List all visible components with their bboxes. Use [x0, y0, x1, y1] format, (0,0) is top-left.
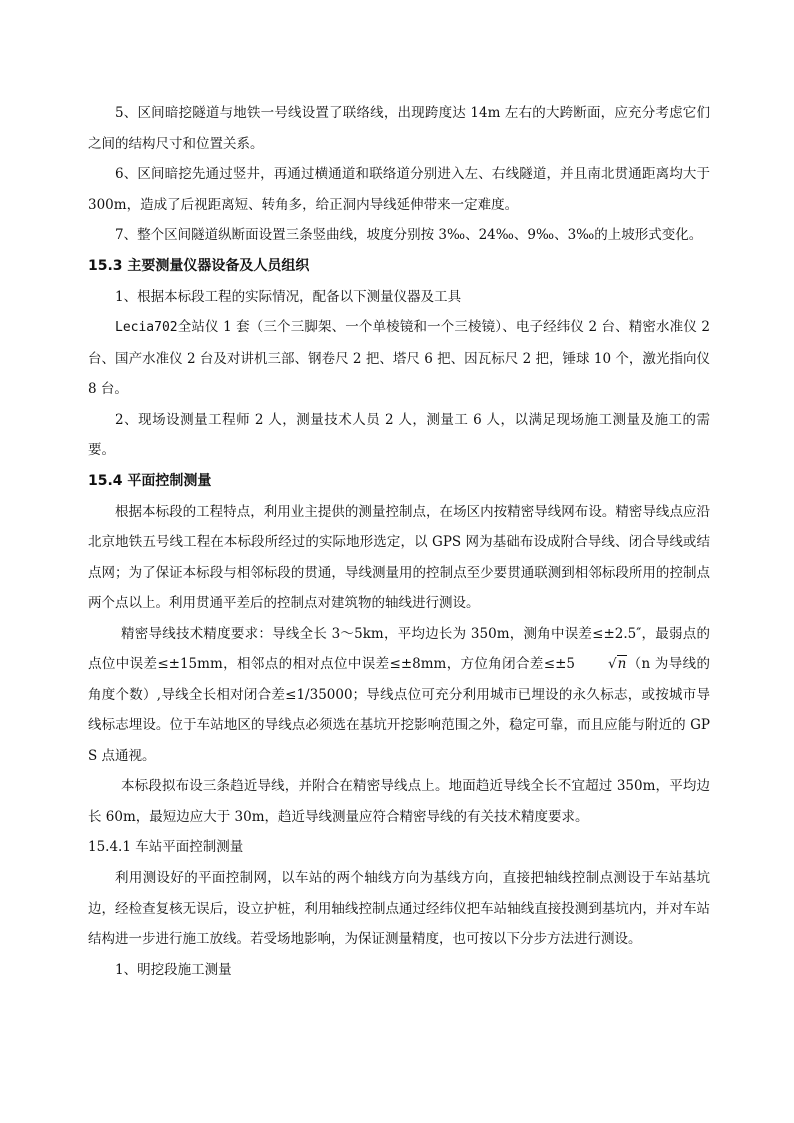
equipment-intro: 1、根据本标段工程的实际情况，配备以下测量仪器及工具: [115, 288, 462, 305]
paragraph-item-7: 7、整个区间隧道纵断面设置三条竖曲线，坡度分别按 3‰、24‰、9‰、3‰的上坡形式变化。: [115, 227, 703, 243]
paragraph-item-5: 5、区间暗挖隧道与地铁一号线设置了联络线，出现跨度达 14m 左右的大跨断面，应充分考虑它们之间的结构尺寸和位置关系。: [88, 105, 710, 152]
control-survey-paragraph: 根据本标段的工程特点，利用业主提供的测量控制点，在场区内按精密导线网布设。精密导线点应沿北京地铁五号线工程在本标段所经过的实际地形选定，以 GPS 网为基础布设成附合导线、闭合导线或结点网；为了保证本标段与相邻标段的贯通，导线测量用的控制点至少要贯通联测到相邻标段所用的控制点两个点以上。利用贯通平差后的控制点对建筑物的轴线进行测设。: [88, 503, 710, 611]
open-cut-item: 1、明挖段施工测量: [115, 961, 232, 978]
section-heading-15-4-1: 15.4.1 车站平面控制测量: [88, 839, 244, 855]
precision-requirements-paragraph: [88, 619, 710, 772]
equipment-model: Lecia702: [115, 320, 178, 335]
sqrt-variable: n: [617, 656, 627, 672]
document-body: [88, 98, 710, 985]
equipment-list: [88, 312, 710, 405]
precision-text-a: 精密导线技术精度要求：导线全长 3～5km，平均边长为 350m，测角中误差≤±2.5″，最弱点的点位中误差≤±15mm，相邻点的相对点位中误差≤±8mm，方位角闭合差≤±5: [88, 625, 710, 672]
section-heading-15-3: 15.3 主要测量仪器设备及人员组织: [88, 257, 310, 274]
staffing-paragraph: 2、现场设测量工程师 2 人，测量技术人员 2 人，测量工 6 人，以满足现场施工测量及施工的需要。: [88, 411, 710, 458]
paragraph-item-6: 6、区间暗挖先通过竖井，再通过横通道和联络道分别进入左、右线隧道，并且南北贯通距离均大于 300m，造成了后视距离短、转角多，给正洞内导线延伸带来一定难度。: [88, 166, 710, 213]
station-control-paragraph: 利用测设好的平面控制网，以车站的两个轴线方向为基线方向，直接把轴线控制点测设于车站基坑边，经检查复核无误后，设立护桩，利用轴线控制点通过经纬仪把车站轴线直接投测到基坑内，并对车站结构进一步进行施工放线。若受场地影响，为保证测量精度，也可按以下分步方法进行测设。: [88, 870, 710, 947]
approach-traverse-paragraph: 本标段拟布设三条趋近导线，并附合在精密导线点上。地面趋近导线全长不宜超过 350m，平均边长 60m，最短边应大于 30m，趋近导线测量应符合精密导线的有关技术精度要求。: [88, 778, 710, 825]
precision-text-b: （n 为导线的角度个数）,导线全长相对闭合差≤1/35000；导线点位可充分利用城市已埋设的永久标志，或按城市导线标志埋设。位于车站地区的导线点必须选在基坑开挖影响范围之外，稳定可靠，而且应能与附近的 GPS 点通视。: [88, 656, 710, 764]
sqrt-formula: √n: [607, 656, 627, 672]
section-heading-15-4: 15.4 平面控制测量: [88, 472, 212, 489]
equipment-text: 全站仪 1 套（三个三脚架、一个单棱镜和一个三棱镜）、电子经纬仪 2 台、精密水准仪 2 台、国产水准仪 2 台及对讲机三部、钢卷尺 2 把、塔尺 6 把、因瓦标尺 2 把，锤球 10 个，激光指向仪 8 台。: [88, 319, 710, 397]
